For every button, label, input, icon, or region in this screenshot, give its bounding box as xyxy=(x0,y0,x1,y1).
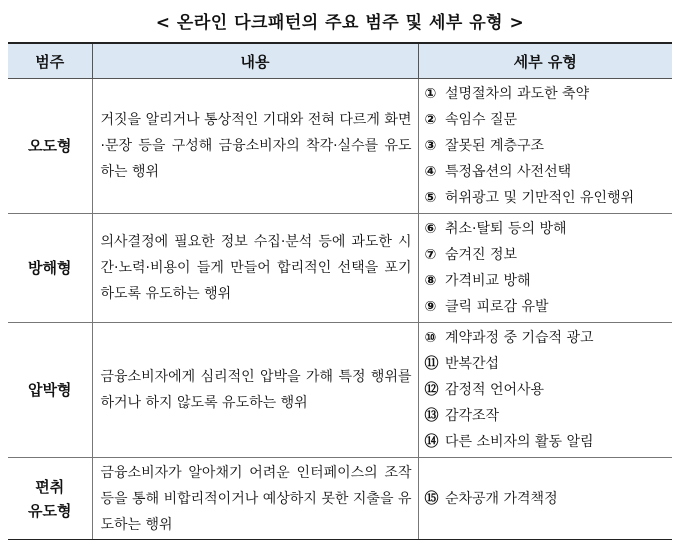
table-row-extraction xyxy=(8,458,672,540)
type-number: ⑧ xyxy=(424,273,437,289)
type-number: ① xyxy=(424,86,437,102)
type-label: 속임수 질문 xyxy=(444,112,518,128)
types-cell xyxy=(418,323,672,458)
type-item xyxy=(425,81,673,107)
type-number: ⑥ xyxy=(424,221,437,237)
type-item xyxy=(425,133,673,159)
type-item xyxy=(425,294,673,320)
type-label: 숨겨진 정보 xyxy=(444,247,518,263)
type-item xyxy=(425,242,673,268)
type-number: ④ xyxy=(424,164,437,180)
type-label: 감각조작 xyxy=(444,408,500,424)
table-row-pressure xyxy=(8,323,672,458)
type-item xyxy=(425,159,673,185)
type-label: 다른 소비자의 활동 알림 xyxy=(444,434,594,450)
type-label: 클릭 피로감 유발 xyxy=(444,299,549,315)
category-cell: 방해형 xyxy=(8,214,92,323)
type-number: ② xyxy=(424,112,437,128)
type-item xyxy=(425,107,673,133)
type-label: 설명절차의 과도한 축약 xyxy=(444,86,590,102)
type-label: 감정적 언어사용 xyxy=(444,382,545,398)
content-cell: 의사결정에 필요한 정보 수집·분석 등에 과도한 시간·노력·비용이 들게 만들어 합리적인 선택을 포기하도록 유도하는 행위 xyxy=(92,214,418,323)
header-content: 내용 xyxy=(92,43,418,79)
type-item xyxy=(425,351,673,377)
content-cell: 거짓을 알리거나 통상적인 기대와 전혀 다르게 화면·문장 등을 구성해 금융소비자의 착각·실수를 유도하는 행위 xyxy=(92,79,418,214)
category-line: 편취 xyxy=(35,477,65,496)
type-item xyxy=(425,325,673,351)
type-number: ⑭ xyxy=(424,434,439,450)
type-item xyxy=(425,377,673,403)
types-cell xyxy=(418,79,672,214)
type-item xyxy=(425,268,673,294)
type-number: ⑩ xyxy=(424,330,437,346)
category-cell xyxy=(8,458,92,540)
dark-pattern-table xyxy=(8,42,672,540)
table-row-misleading xyxy=(8,79,672,214)
category-cell: 오도형 xyxy=(8,79,92,214)
type-label: 순차공개 가격책정 xyxy=(444,490,558,507)
type-item xyxy=(425,403,673,429)
types-cell xyxy=(418,458,672,540)
table-header-row xyxy=(8,43,672,79)
type-number: ⑤ xyxy=(424,190,437,206)
category-line: 유도형 xyxy=(28,501,72,520)
content-cell: 금융소비자에게 심리적인 압박을 가해 특정 행위를 하거나 하지 않도록 유도하는 행위 xyxy=(92,323,418,458)
type-label: 특정옵션의 사전선택 xyxy=(444,164,572,180)
type-item xyxy=(425,185,673,211)
type-item xyxy=(425,429,673,455)
type-label: 잘못된 계층구조 xyxy=(444,138,545,154)
types-cell xyxy=(418,214,672,323)
content-cell: 금융소비자가 알아채기 어려운 인터페이스의 조작 등을 통해 비합리적이거나 예상하지 못한 지출을 유도하는 행위 xyxy=(92,458,418,540)
type-number: ⑫ xyxy=(424,382,439,398)
type-number: ⑮ xyxy=(424,490,439,507)
header-category: 범주 xyxy=(8,43,92,79)
type-label: 계약과정 중 기습적 광고 xyxy=(444,330,594,346)
type-label: 가격비교 방해 xyxy=(444,273,531,289)
type-number: ⑪ xyxy=(424,356,439,372)
header-types: 세부 유형 xyxy=(418,43,672,79)
type-item xyxy=(425,216,673,242)
page-title: < 온라인 다크패턴의 주요 범주 및 세부 유형 > xyxy=(155,13,525,33)
type-number: ⑬ xyxy=(424,408,439,424)
type-number: ⑦ xyxy=(424,247,437,263)
type-number: ⑨ xyxy=(424,299,437,315)
type-number: ③ xyxy=(424,138,437,154)
type-label: 허위광고 및 기만적인 유인행위 xyxy=(444,190,635,206)
table-row-obstruction xyxy=(8,214,672,323)
type-label: 취소·탈퇴 등의 방해 xyxy=(444,221,567,237)
type-label: 반복간섭 xyxy=(444,356,500,372)
category-cell: 압박형 xyxy=(8,323,92,458)
type-item xyxy=(425,486,673,512)
